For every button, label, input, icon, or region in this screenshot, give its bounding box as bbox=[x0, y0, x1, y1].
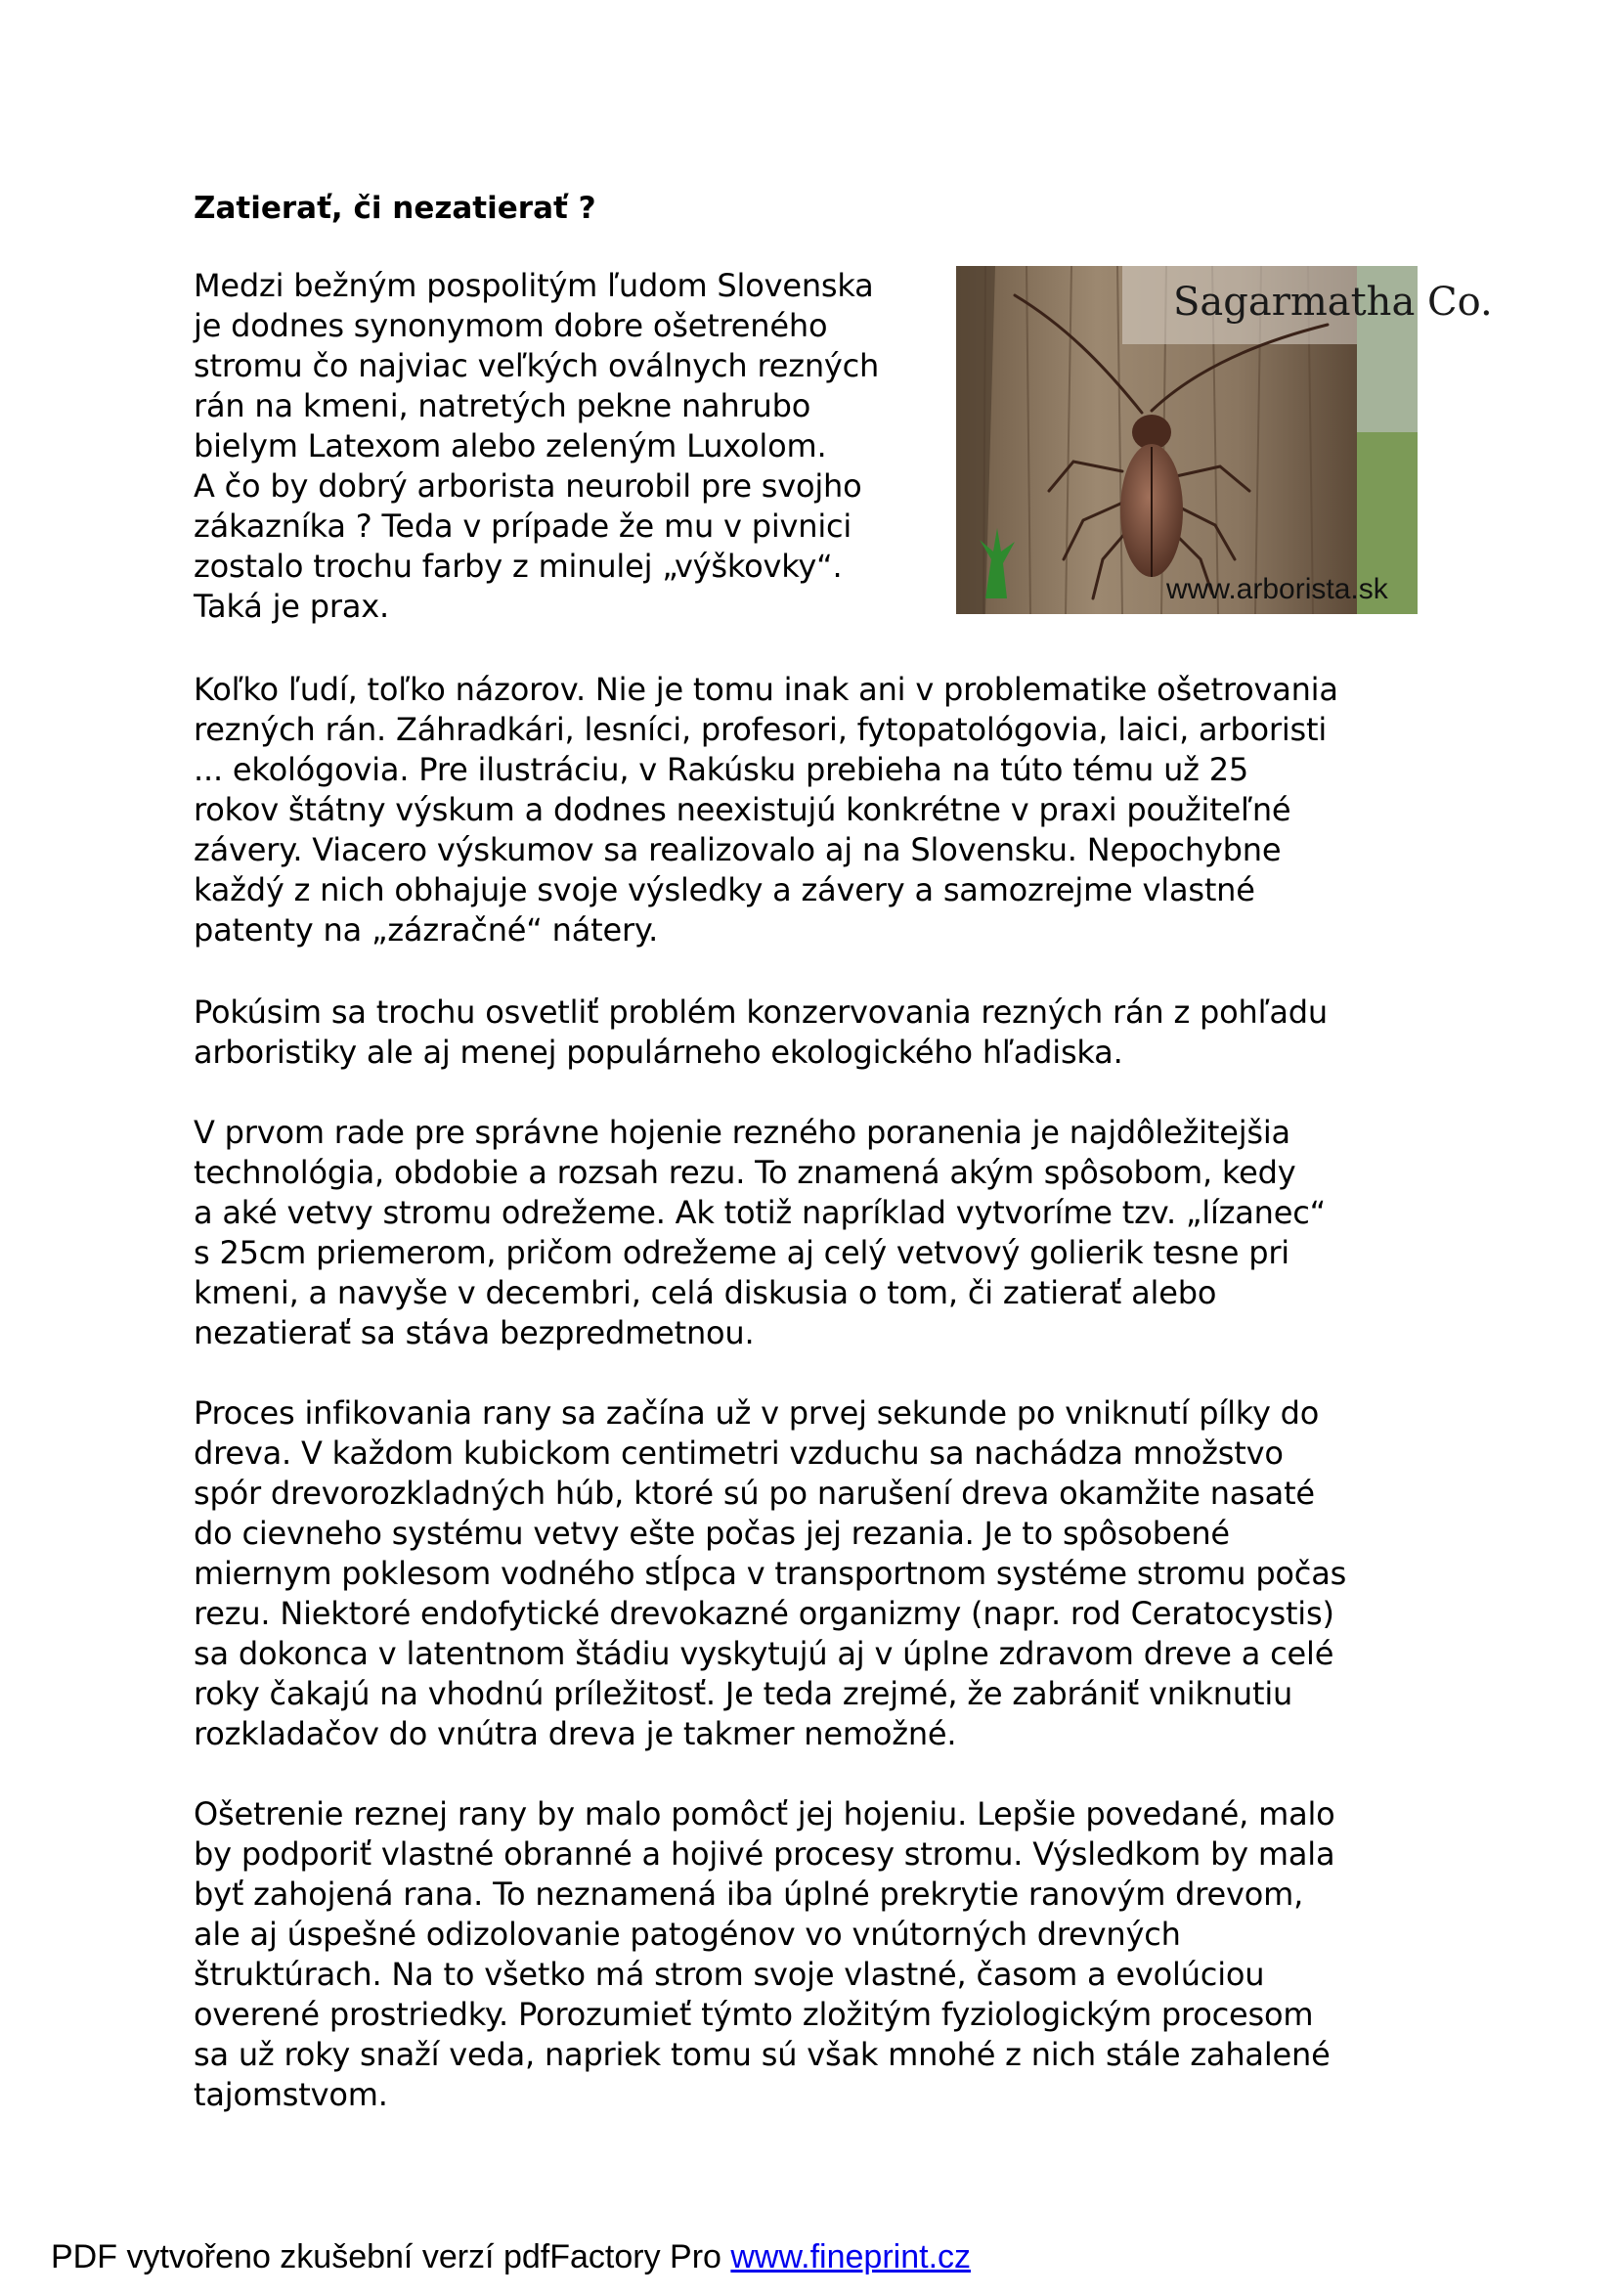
text-line: bielym Latexom alebo zeleným Luxolom. bbox=[194, 427, 827, 464]
text-line: arboristiky ale aj menej populárneho ekologického hľadiska. bbox=[194, 1034, 1123, 1071]
text-line: rezu. Niektoré endofytické drevokazné organizmy (napr. rod Ceratocystis) bbox=[194, 1595, 1334, 1632]
text-line: roky čakajú na vhodnú príležitosť. Je teda zrejmé, že zabrániť vniknutiu bbox=[194, 1675, 1293, 1712]
text-line: je dodnes synonymom dobre ošetreného bbox=[194, 307, 828, 344]
text-line: by podporiť vlastné obranné a hojivé procesy stromu. Výsledkom by mala bbox=[194, 1835, 1335, 1873]
text-line: rán na kmeni, natretých pekne nahrubo bbox=[194, 387, 811, 424]
text-line: kmeni, a navyše v decembri, celá diskusia o tom, či zatierať alebo bbox=[194, 1274, 1217, 1311]
text-line: ... ekológovia. Pre ilustráciu, v Rakúsku prebieha na túto tému už 25 bbox=[194, 751, 1249, 788]
text-line: štruktúrach. Na to všetko má strom svoje vlastné, časom a evolúciou bbox=[194, 1956, 1265, 1993]
text-line: patenty na „zázračné“ nátery. bbox=[194, 911, 659, 949]
photo-brand-text: Sagarmatha Co. bbox=[1173, 280, 1493, 325]
text-line: sa dokonca v latentnom štádiu vyskytujú aj v úplne zdravom dreve a celé bbox=[194, 1635, 1334, 1672]
text-line: miernym poklesom vodného stĺpca v transportnom systéme stromu počas bbox=[194, 1555, 1347, 1592]
text-line: Medzi bežným pospolitým ľudom Slovenska bbox=[194, 267, 874, 304]
text-line: rezných rán. Záhradkári, lesníci, profesori, fytopatológovia, laici, arboristi bbox=[194, 711, 1328, 748]
text-line: zákazníka ? Teda v prípade že mu v pivnici bbox=[194, 508, 852, 545]
paragraph-3 bbox=[194, 1113, 1425, 1353]
text-line: s 25cm priemerom, pričom odrežeme aj celý vetvový golierik tesne pri bbox=[194, 1234, 1289, 1271]
fineprint-link[interactable]: www.fineprint.cz bbox=[730, 2238, 972, 2275]
text-line: byť zahojená rana. To neznamená iba úplné prekrytie ranovým drevom, bbox=[194, 1876, 1304, 1913]
text-line: zostalo trochu farby z minulej „výškovky“. bbox=[194, 548, 843, 585]
photo-url-text: www.arborista.sk bbox=[1166, 573, 1388, 605]
text-line: A čo by dobrý arborista neurobil pre svojho bbox=[194, 467, 862, 505]
text-line: stromu čo najviac veľkých oválnych rezných bbox=[194, 347, 880, 384]
footer-text: PDF vytvořeno zkušební verzí pdfFactory Pro bbox=[51, 2238, 731, 2275]
text-line: technológia, obdobie a rozsah rezu. To znamená akým spôsobom, kedy bbox=[194, 1154, 1296, 1191]
text-line: rokov štátny výskum a dodnes neexistujú konkrétne v praxi použiteľné bbox=[194, 791, 1291, 828]
text-line: Taká je prax. bbox=[194, 588, 389, 625]
text-line: závery. Viacero výskumov sa realizovalo aj na Slovensku. Nepochybne bbox=[194, 831, 1282, 868]
text-line: každý z nich obhajuje svoje výsledky a závery a samozrejme vlastné bbox=[194, 871, 1255, 908]
beetle-photo bbox=[956, 266, 1493, 614]
text-line: do cievneho systému vetvy ešte počas jej rezania. Je to spôsobené bbox=[194, 1515, 1230, 1552]
text-line: nezatierať sa stáva bezpredmetnou. bbox=[194, 1314, 755, 1351]
text-line: spór drevorozkladných húb, ktoré sú po narušení dreva okamžite nasaté bbox=[194, 1475, 1315, 1512]
text-line: Koľko ľudí, toľko názorov. Nie je tomu inak ani v problematike ošetrovania bbox=[194, 671, 1338, 708]
text-line: a aké vetvy stromu odrežeme. Ak totiž napríklad vytvoríme tzv. „lízanec“ bbox=[194, 1194, 1327, 1231]
text-line: sa už roky snaží veda, napriek tomu sú však mnohé z nich stále zahalené bbox=[194, 2036, 1331, 2073]
paragraph-5 bbox=[194, 1794, 1425, 2115]
text-line: overené prostriedky. Porozumieť týmto zložitým fyziologickým procesom bbox=[194, 1996, 1314, 2033]
text-line: tajomstvom. bbox=[194, 2076, 388, 2113]
pdf-footer bbox=[51, 2237, 971, 2276]
text-line: rozkladačov do vnútra dreva je takmer nemožné. bbox=[194, 1715, 957, 1752]
text-line: Ošetrenie reznej rany by malo pomôcť jej hojeniu. Lepšie povedané, malo bbox=[194, 1795, 1335, 1832]
paragraph-2 bbox=[194, 993, 1425, 1073]
text-line: dreva. V každom kubickom centimetri vzduchu sa nachádza množstvo bbox=[194, 1435, 1284, 1472]
intro-paragraph bbox=[194, 266, 937, 627]
paragraph-4 bbox=[194, 1393, 1425, 1754]
text-line: V prvom rade pre správne hojenie rezného poranenia je najdôležitejšia bbox=[194, 1114, 1290, 1151]
paragraph-1 bbox=[194, 670, 1425, 950]
text-line: Pokúsim sa trochu osvetliť problém konzervovania rezných rán z pohľadu bbox=[194, 993, 1329, 1031]
article-title: Zatierať, či nezatierať ? bbox=[194, 191, 596, 226]
text-line: ale aj úspešné odizolovanie patogénov vo vnútorných drevných bbox=[194, 1916, 1181, 1953]
text-line: Proces infikovania rany sa začína už v prvej sekunde po vniknutí pílky do bbox=[194, 1394, 1320, 1432]
